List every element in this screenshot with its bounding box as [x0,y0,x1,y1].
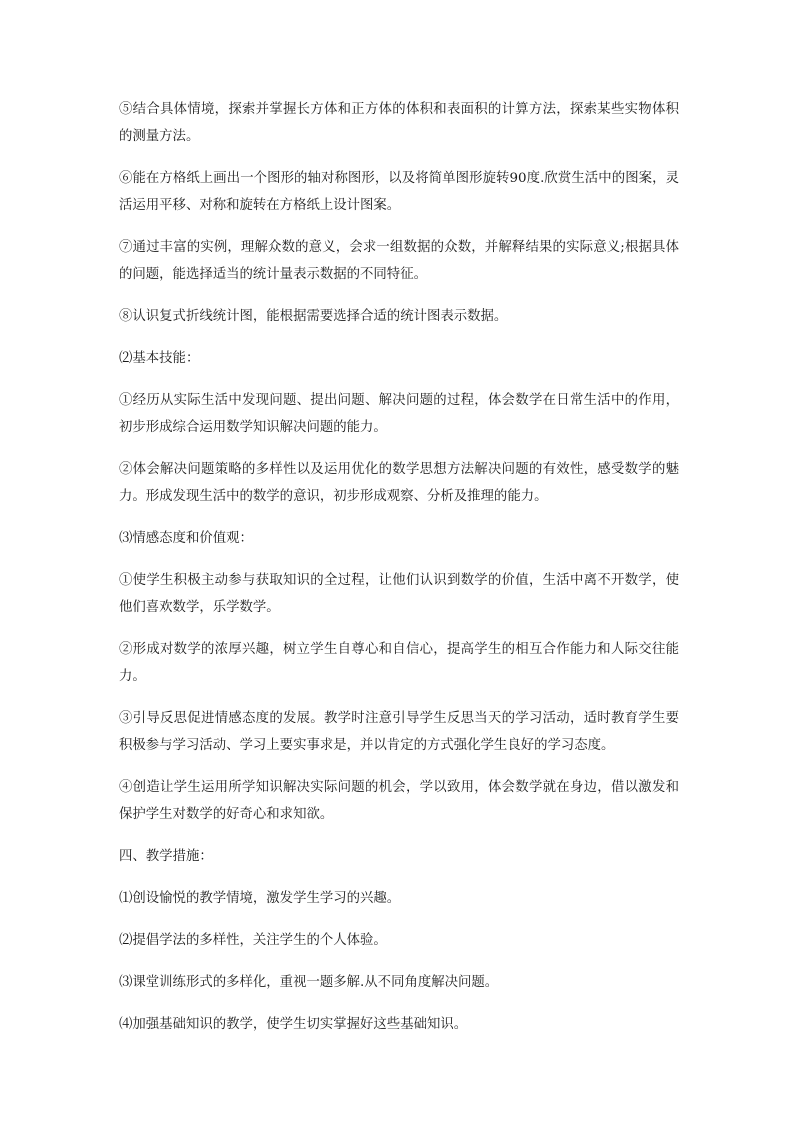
paragraph-skill-1: ①经历从实际生活中发现问题、提出问题、解决问题的过程，体会数学在日常生活中的作用，初步形成综合运用数学知识解决问题的能力。 [119,393,679,435]
paragraph-measure-1: ⑴创设愉悦的教学情境，激发学生学习的兴趣。 [119,891,401,906]
section-heading-attitudes-values: ⑶情感态度和价值观： [119,531,253,546]
paragraph-measure-2: ⑵提倡学法的多样性，关注学生的个人体验。 [119,933,387,948]
paragraph-skill-2: ②体会解决问题策略的多样性以及运用优化的数学思想方法解决问题的有效性，感受数学的魅力。形成发现生活中的数学的意识，初步形成观察、分析及推理的能力。 [119,462,679,504]
paragraph-measure-4: ⑷加强基础知识的教学，使学生切实掌握好这些基础知识。 [119,1017,468,1032]
paragraph-measure-3: ⑶课堂训练形式的多样化，重视一题多解.从不同角度解决问题。 [119,975,499,990]
paragraph-goal-7: ⑦通过丰富的实例，理解众数的意义，会求一组数据的众数，并解释结果的实际意义;根据具体的问题，能选择适当的统计量表示数据的不同特征。 [119,240,679,282]
paragraph-attitude-2: ②形成对数学的浓厚兴趣，树立学生自尊心和自信心，提高学生的相互合作能力和人际交往能力。 [119,642,679,684]
paragraph-attitude-3: ③引导反思促进情感态度的发展。教学时注意引导学生反思当天的学习活动，适时教育学生要积极参与学习活动、学习上要实事求是，并以肯定的方式强化学生良好的学习态度。 [119,711,679,753]
paragraph-goal-6: ⑥能在方格纸上画出一个图形的轴对称图形，以及将简单图形旋转90度.欣赏生活中的图案，灵活运用平移、对称和旋转在方格纸上设计图案。 [119,171,679,213]
section-heading-basic-skills: ⑵基本技能： [119,351,200,366]
paragraph-goal-5: ⑤结合具体情境，探索并掌握长方体和正方体的体积和表面积的计算方法，探索某些实物体积的测量方法。 [119,102,679,144]
paragraph-attitude-4: ④创造让学生运用所学知识解决实际问题的机会，学以致用，体会数学就在身边，借以激发和保护学生对数学的好奇心和求知欲。 [119,780,679,822]
document-body [119,96,679,1053]
paragraph-goal-8: ⑧认识复式折线统计图，能根据需要选择合适的统计图表示数据。 [119,309,508,324]
section-heading-teaching-measures: 四、教学措施： [119,849,213,864]
paragraph-attitude-1: ①使学生积极主动参与获取知识的全过程，让他们认识到数学的价值，生活中离不开数学，使他们喜欢数学，乐学数学。 [119,573,679,615]
